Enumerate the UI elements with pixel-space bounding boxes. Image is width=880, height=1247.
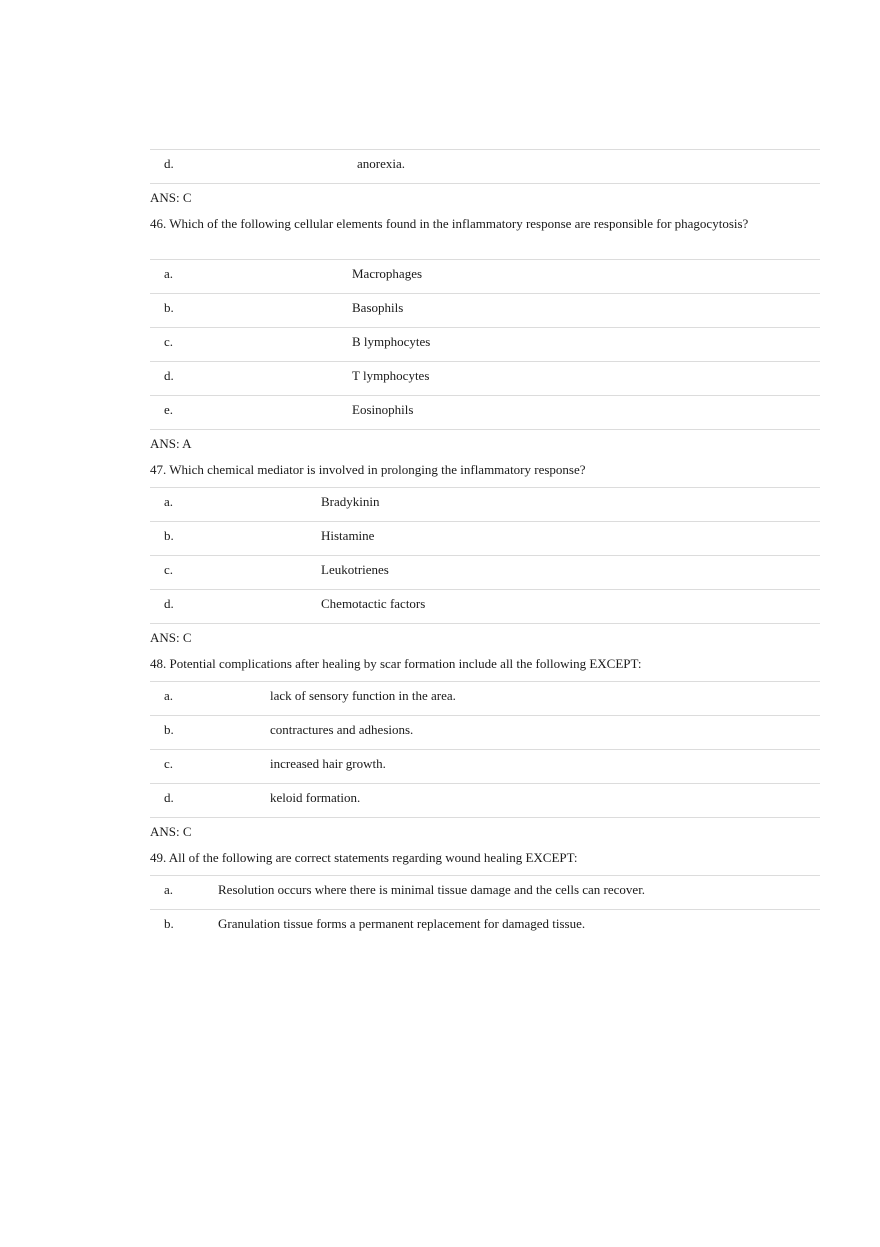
question-text: 47. Which chemical mediator is involved in prolonging the inflammatory response? xyxy=(150,462,586,477)
option-row xyxy=(150,522,820,556)
option-row xyxy=(150,750,820,784)
option-text: B lymphocytes xyxy=(352,334,431,349)
option-text: keloid formation. xyxy=(270,790,361,805)
option-row xyxy=(150,362,820,396)
option-row xyxy=(150,784,820,818)
option-letter: d. xyxy=(164,368,174,383)
option-letter: d. xyxy=(164,790,174,805)
document-page xyxy=(150,149,820,943)
option-text: Macrophages xyxy=(352,266,423,281)
option-row xyxy=(150,590,820,624)
question-text: 49. All of the following are correct statements regarding wound healing EXCEPT: xyxy=(150,850,578,865)
option-letter: b. xyxy=(164,916,174,931)
option-letter: b. xyxy=(164,528,174,543)
option-row xyxy=(150,487,820,522)
option-row xyxy=(150,259,820,294)
question-text: 48. Potential complications after healing by scar formation include all the following EXCEPT: xyxy=(150,656,642,671)
question-text: 46. Which of the following cellular elements found in the inflammatory response are responsible for phagocytosis? xyxy=(150,216,749,231)
option-letter: a. xyxy=(164,882,174,897)
option-row xyxy=(150,149,820,184)
answer-key: ANS: C xyxy=(150,630,192,645)
option-text: Leukotrienes xyxy=(321,562,389,577)
option-letter: a. xyxy=(164,688,174,703)
option-text: contractures and adhesions. xyxy=(270,722,414,737)
option-letter: e. xyxy=(164,402,174,417)
option-letter: c. xyxy=(164,562,174,577)
option-letter: b. xyxy=(164,722,174,737)
option-row xyxy=(150,681,820,716)
option-row xyxy=(150,396,820,430)
option-letter: c. xyxy=(164,334,174,349)
answer-key: ANS: A xyxy=(150,436,192,451)
option-text: Chemotactic factors xyxy=(321,596,426,611)
option-letter: a. xyxy=(164,266,174,281)
option-letter: d. xyxy=(164,596,174,611)
option-letter: b. xyxy=(164,300,174,315)
option-letter: d. xyxy=(164,156,174,171)
option-row xyxy=(150,910,820,943)
option-text: Bradykinin xyxy=(321,494,380,509)
option-text: Resolution occurs where there is minimal tissue damage and the cells can recover. xyxy=(218,882,646,897)
option-text: Histamine xyxy=(321,528,375,543)
answer-key: ANS: C xyxy=(150,824,192,839)
option-text: lack of sensory function in the area. xyxy=(270,688,456,703)
option-text: Eosinophils xyxy=(352,402,414,417)
option-row xyxy=(150,556,820,590)
option-letter: c. xyxy=(164,756,174,771)
option-row xyxy=(150,294,820,328)
option-text: Granulation tissue forms a permanent replacement for damaged tissue. xyxy=(218,916,586,931)
option-row xyxy=(150,875,820,910)
option-text: T lymphocytes xyxy=(352,368,430,383)
option-text: anorexia. xyxy=(357,156,406,171)
option-row xyxy=(150,328,820,362)
option-text: increased hair growth. xyxy=(270,756,386,771)
answer-key: ANS: C xyxy=(150,190,192,205)
option-text: Basophils xyxy=(352,300,404,315)
option-row xyxy=(150,716,820,750)
option-letter: a. xyxy=(164,494,174,509)
